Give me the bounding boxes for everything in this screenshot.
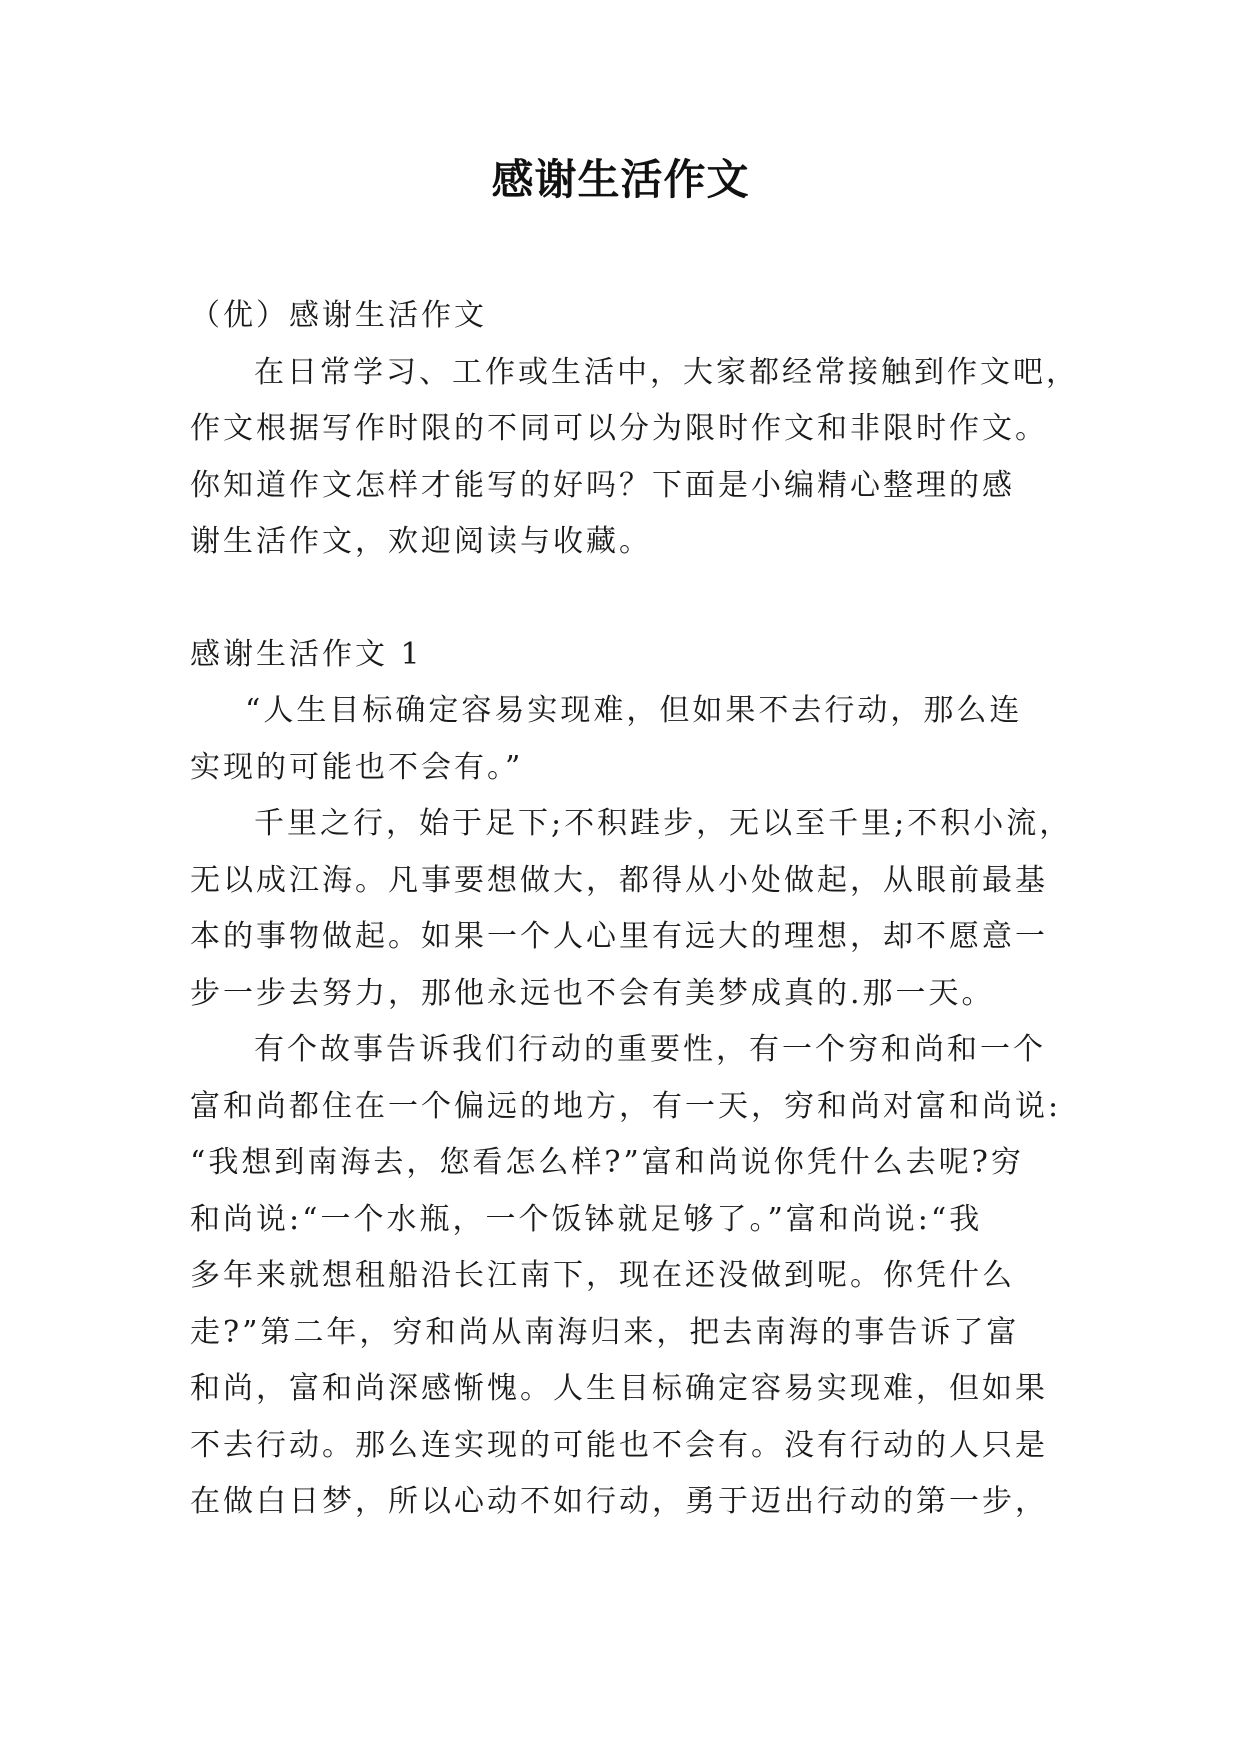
paragraph-line: 有个故事告诉我们行动的重要性，有一个穷和尚和一个	[254, 1032, 1046, 1067]
document-body	[190, 288, 1079, 1531]
paragraph-line: 走?”第二年，穷和尚从南海归来，把去南海的事告诉了富	[190, 1314, 1020, 1350]
paragraph-line: 作文根据写作时限的不同可以分为限时作文和非限时作文。	[190, 411, 1048, 446]
paragraph-line: 富和尚都住在一个偏远的地方，有一天，穷和尚对富和尚说:	[190, 1088, 1062, 1124]
paragraph-line: 在做白日梦，所以心动不如行动，勇于迈出行动的第一步，	[190, 1484, 1048, 1519]
body-paragraph	[190, 796, 1073, 1022]
paragraph-line: 步一步去努力，那他永远也不会有美梦成真的.那一天。	[190, 975, 995, 1011]
document-title: 感谢生活作文	[491, 155, 750, 204]
paragraph-line: 和尚说:“一个水瓶，一个饭钵就足够了。”富和尚说:“我	[190, 1201, 983, 1237]
paragraph-line: 在日常学习、工作或生活中，大家都经常接触到作文吧，	[254, 354, 1079, 390]
document-subtitle: （优）感谢生活作文	[190, 298, 487, 333]
paragraph-line: 本的事物做起。如果一个人心里有远大的理想，却不愿意一	[190, 919, 1048, 954]
quote-paragraph	[190, 683, 1056, 796]
paragraph-line: “我想到南海去，您看怎么样?”富和尚说你凭什么去呢?穷	[190, 1145, 1024, 1180]
paragraph-line: 多年来就想租船沿长江南下，现在还没做到呢。你凭什么	[190, 1258, 1015, 1293]
intro-paragraph	[190, 345, 1079, 571]
story-paragraph	[190, 1022, 1062, 1531]
paragraph-line: “人生目标确定容易实现难，但如果不去行动，那么连	[245, 693, 1023, 728]
paragraph-line: 你知道作文怎样才能写的好吗？下面是小编精心整理的感	[190, 467, 1015, 503]
section-heading: 感谢生活作文 1	[190, 636, 423, 672]
paragraph-spacer	[190, 571, 1056, 627]
paragraph-line: 无以成江海。凡事要想做大，都得从小处做起，从眼前最基	[190, 862, 1048, 898]
paragraph-line: 实现的可能也不会有。”	[190, 749, 524, 785]
paragraph-line: 谢生活作文，欢迎阅读与收藏。	[190, 524, 652, 559]
paragraph-line: 千里之行，始于足下;不积跬步，无以至千里;不积小流，	[254, 806, 1073, 841]
paragraph-line: 不去行动。那么连实现的可能也不会有。没有行动的人只是	[190, 1427, 1048, 1463]
paragraph-line: 和尚，富和尚深感惭愧。人生目标确定容易实现难，但如果	[190, 1371, 1048, 1406]
